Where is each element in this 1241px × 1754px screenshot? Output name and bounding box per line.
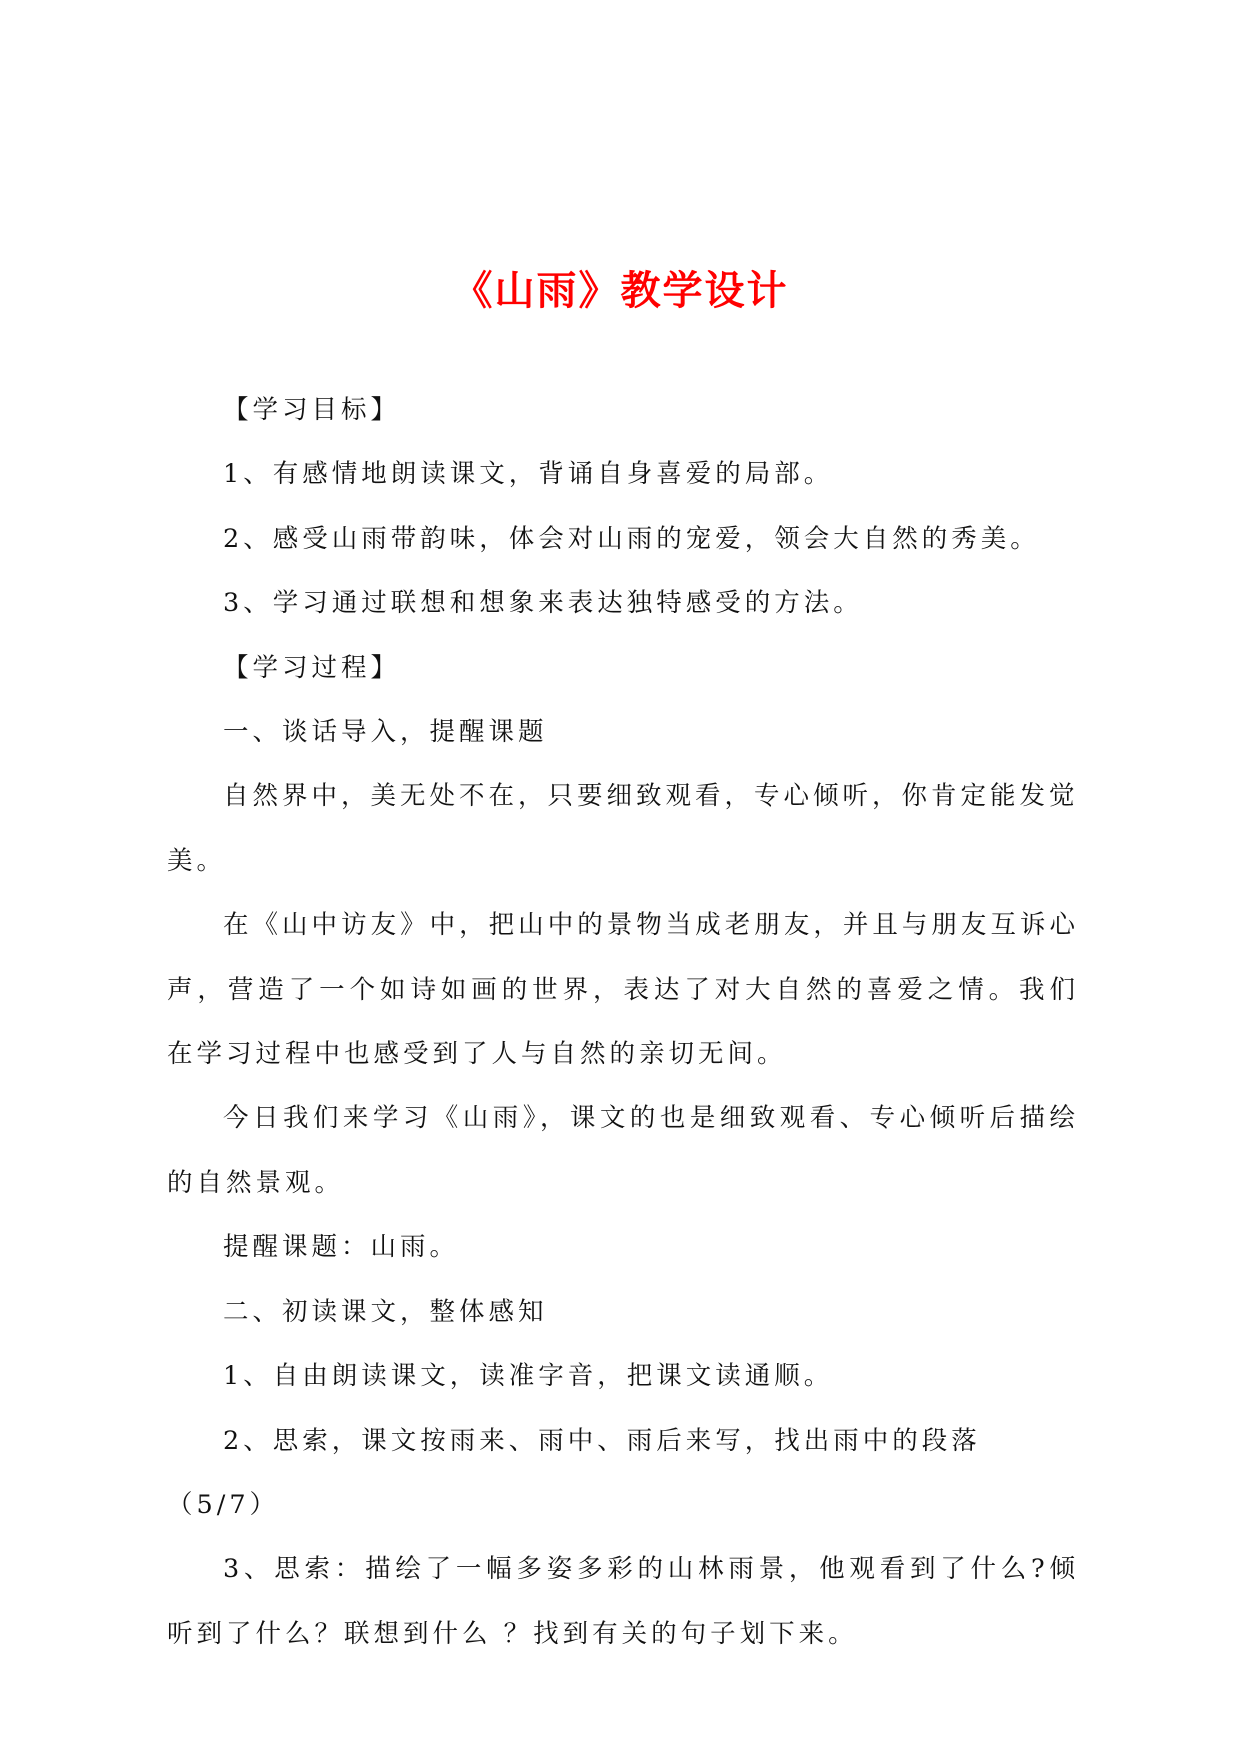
goal-item-3: 3、学习通过联想和想象来表达独特感受的方法。 [223,588,863,619]
section-heading-goals: 【学习目标】 [223,395,401,425]
document-title: 《山雨》教学设计 [452,267,789,314]
paragraph-topic: 提醒课题：山雨。 [223,1232,460,1263]
paragraph-intro: 自然界中，美无处不在，只要细致观看，专心倾听，你肯定能发觉美。 [167,781,1079,876]
goal-item-1: 1、有感情地朗读课文，背诵自身喜爱的局部。 [223,459,834,490]
paragraph-review: 在《山中访友》中，把山中的景物当成老朋友，并且与朋友互诉心声，营造了一个如诗如画的世界，表达了对大自然的喜爱之情。我们在学习过程中也感受到了人与自然的亲切无间。 [167,910,1079,1070]
section-heading-process: 【学习过程】 [223,652,401,683]
step-heading-1: 一、谈话导入，提醒课题 [223,717,548,748]
reading-item-2: 2、思索，课文按雨来、雨中、雨后来写，找出雨中的段落（5/7） [167,1425,981,1520]
step-heading-2: 二、初读课文，整体感知 [223,1296,548,1327]
reading-item-1: 1、自由朗读课文，读准字音，把课文读通顺。 [223,1361,834,1392]
goal-item-2: 2、感受山雨带韵味，体会对山雨的宠爱，领会大自然的秀美。 [223,523,1040,554]
reading-item-3: 3、思索：描绘了一幅多姿多彩的山林雨景，他观看到了什么?倾听到了什么？联想到什么 ？找到有关的句子划下来。 [167,1554,1079,1649]
document-body [167,378,1079,1666]
paragraph-today: 今日我们来学习《山雨》，课文的也是细致观看、专心倾听后描绘的自然景观。 [167,1103,1079,1198]
